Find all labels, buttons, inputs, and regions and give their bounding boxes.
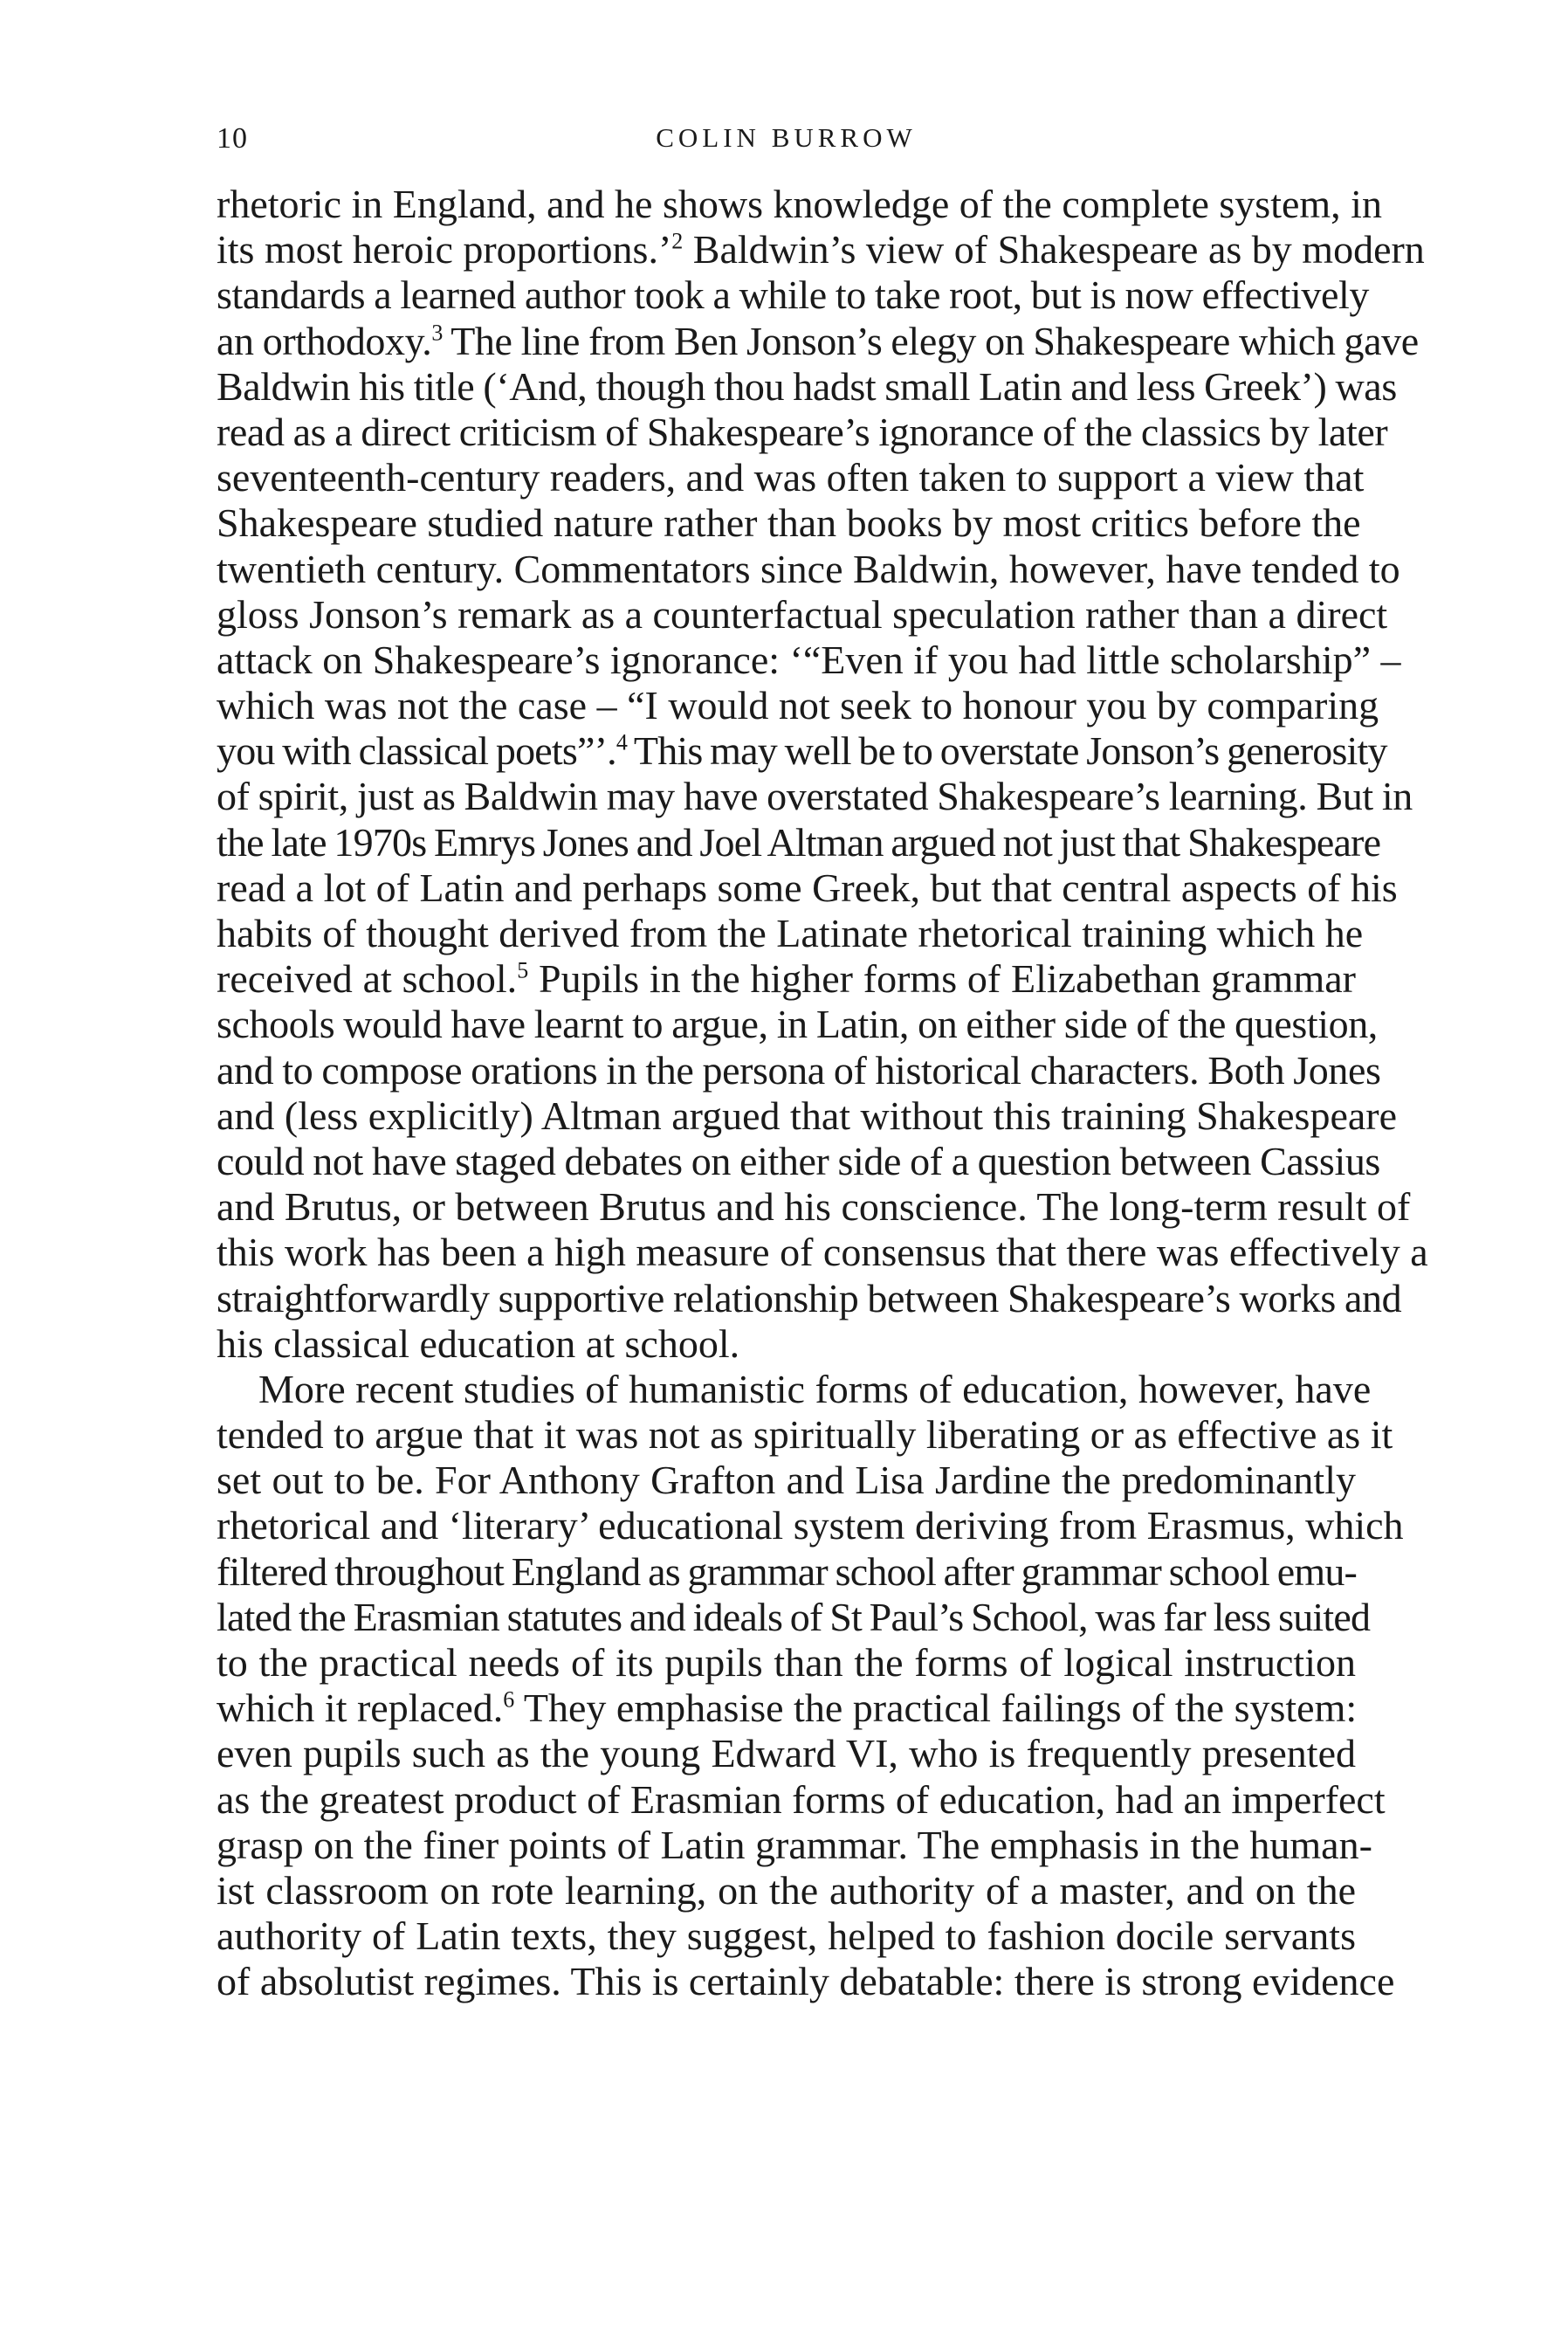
text-line (217, 1686, 1356, 1731)
text-line: which was not the case – “I would not seek to honour you by comparing (217, 683, 1379, 728)
text-line: More recent studies of humanistic forms of education, however, have (258, 1366, 1372, 1411)
text-run: Pupils in the higher forms of Elizabethan grammar (528, 956, 1356, 1002)
text-line: twentieth century. Commentators since Baldwin, however, have tended to (217, 546, 1400, 591)
text-line: habits of thought derived from the Latinate rhetorical training which he (217, 911, 1364, 955)
page-number: 10 (217, 122, 248, 155)
text-line: Baldwin his title (‘And, though thou hadst small Latin and less Greek’) was (217, 363, 1397, 409)
text-line: tended to argue that it was not as spiritually liberating or as effective as it (217, 1412, 1393, 1458)
text-line: schools would have learnt to argue, in Latin, on either side of the question, (217, 1002, 1378, 1047)
text-line: attack on Shakespeare’s ignorance: ‘“Even if you had little scholarship” – (217, 637, 1401, 682)
text-line (217, 227, 1425, 272)
text-run: you with classical poets”’. (217, 728, 616, 774)
footnote-marker: 4 (616, 729, 628, 755)
text-line: read a lot of Latin and perhaps some Greek, but that central aspects of his (217, 865, 1398, 910)
text-line: read as a direct criticism of Shakespeare’s ignorance of the classics by later (217, 409, 1388, 454)
text-line: and (less explicitly) Altman argued that without this training Shakespeare (217, 1093, 1398, 1138)
text-line: to the practical needs of its pupils than the forms of logical instruction (217, 1640, 1356, 1685)
text-line: gloss Jonson’s remark as a counterfactual speculation rather than a direct (217, 591, 1388, 637)
text-run: its most heroic proportions.’ (217, 227, 672, 272)
text-line: lated the Erasmian statutes and ideals of St Paul’s School, was far less suited (217, 1594, 1371, 1639)
text-line: as the greatest product of Erasmian forms of education, had an imperfect (217, 1776, 1386, 1822)
footnote-marker: 6 (503, 1686, 515, 1713)
text-line: and to compose orations in the persona of historical characters. Both Jones (217, 1047, 1381, 1093)
running-head-author: COLIN BURROW (656, 122, 917, 153)
text-line: the late 1970s Emrys Jones and Joel Altman argued not just that Shakespeare (217, 819, 1381, 865)
text-run: which it replaced. (217, 1686, 504, 1731)
text-line: of absolutist regimes. This is certainly debatable: there is strong evidence (217, 1959, 1395, 2004)
text-line (217, 728, 1387, 774)
footnote-marker: 5 (517, 957, 529, 983)
text-line: authority of Latin texts, they suggest, helped to fashion docile servants (217, 1913, 1356, 1959)
text-line: Shakespeare studied nature rather than books by most critics before the (217, 500, 1361, 546)
text-line: this work has been a high measure of consensus that there was effectively a (217, 1230, 1428, 1275)
text-line: set out to be. For Anthony Grafton and Lisa Jardine the predominantly (217, 1458, 1356, 1503)
footnote-marker: 3 (431, 320, 443, 346)
body-text (217, 182, 1428, 2005)
footnote-marker: 2 (671, 228, 684, 254)
text-line: and Brutus, or between Brutus and his conscience. The long-term result of (217, 1184, 1411, 1230)
text-run: Baldwin’s view of Shakespeare as by modern (683, 227, 1425, 272)
text-line (217, 956, 1356, 1002)
text-line: filtered throughout England as grammar school after grammar school emu- (217, 1548, 1358, 1594)
text-run: This may well be to overstate Jonson’s generosity (627, 728, 1387, 774)
text-line: seventeenth-century readers, and was often taken to support a view that (217, 455, 1365, 500)
text-run: an orthodoxy. (217, 318, 432, 363)
text-run: The line from Ben Jonson’s elegy on Shakespeare which gave (442, 318, 1419, 363)
running-head (217, 122, 1356, 164)
text-line: even pupils such as the young Edward VI, who is frequently presented (217, 1731, 1356, 1776)
text-run: received at school. (217, 956, 518, 1002)
text-line: his classical education at school. (217, 1320, 740, 1366)
text-line: rhetorical and ‘literary’ educational system deriving from Erasmus, which (217, 1503, 1404, 1548)
text-line: of spirit, just as Baldwin may have overstated Shakespeare’s learning. But in (217, 774, 1413, 819)
text-line: standards a learned author took a while to take root, but is now effectively (217, 272, 1370, 318)
text-line: straightforwardly supportive relationship between Shakespeare’s works and (217, 1275, 1402, 1320)
text-line: ist classroom on rote learning, on the authority of a master, and on the (217, 1867, 1356, 1913)
text-run: They emphasise the practical failings of the system: (514, 1686, 1358, 1731)
text-line: could not have staged debates on either side of a question between Cassius (217, 1138, 1380, 1183)
text-line (217, 318, 1419, 364)
text-line: rhetoric in England, and he shows knowledge of the complete system, in (217, 182, 1382, 226)
text-line: grasp on the finer points of Latin grammar. The emphasis in the human- (217, 1822, 1372, 1867)
